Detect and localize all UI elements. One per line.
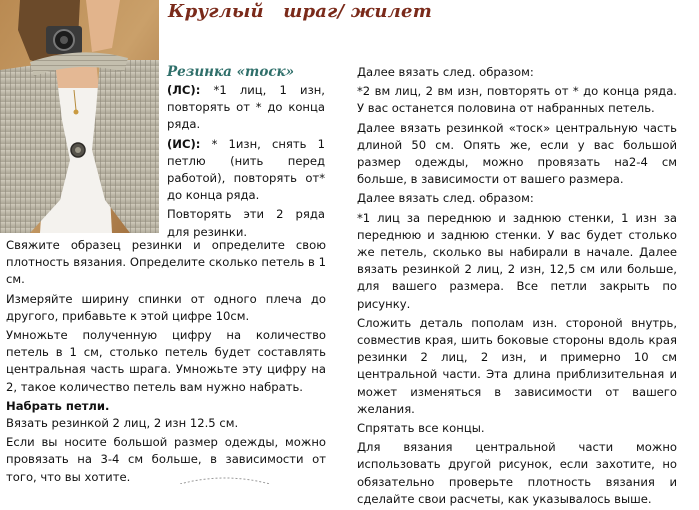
ws-text: * 1изн, снять 1 петлю (нить перед работой), повторять от* до конца ряда. [167, 136, 325, 203]
right-paragraph: Сложить деталь пополам изн. стороной внутрь, совместив края, шить боковые стороны вдоль края резинки 2 лиц, 2 изн, и примерно 10 см центральной части. Эта длина приблизительная и может изменяться в зависимости от вашего желания. [357, 315, 677, 416]
rs-label: (ЛС): [167, 83, 201, 97]
right-paragraph: *2 вм лиц, 2 вм изн, повторять от * до конца ряда. У вас останется половина от набранных петель. [357, 84, 677, 116]
ws-label: (ИС): [167, 136, 201, 151]
shrug-photo [0, 0, 159, 233]
right-side-row [167, 82, 325, 134]
right-paragraph: Далее вязать след. образом: [357, 191, 534, 206]
left-paragraph: Если вы носите большой размер одежды, можно провязать на 3-4 см больше, в зависимости от того, что вы хотите. [6, 435, 326, 484]
rs-text: *1 лиц, 1 изн, повторять от * до конца ряда. [167, 83, 325, 132]
right-column [357, 64, 677, 510]
right-paragraph: Далее вязать след. образом: [357, 65, 534, 79]
wrong-side-row [167, 136, 325, 205]
rib-pattern-heading: Резинка «тоск» [167, 64, 295, 80]
right-paragraph: Спрятать все концы. [357, 421, 485, 436]
cast-on-heading: Набрать петли. [6, 398, 110, 413]
left-paragraph: Вязать резинкой 2 лиц, 2 изн 12.5 см. [6, 416, 239, 431]
repeat-note: Повторять эти 2 ряда для резинки. [167, 207, 325, 239]
left-paragraph: Измеряйте ширину спинки от одного плеча до другого, прибавьте к этой цифре 10см. [6, 291, 326, 323]
right-paragraph: *1 лиц за переднюю и заднюю стенки, 1 изн за переднюю и заднюю стенки. У вас будет столько же петель, сколько вы набирали в начале. Далее вязать резинкой 2 лиц, 2 изн, 12,5 см или больше, для вашего размера. Все петли закрыть по рисунку. [357, 210, 677, 311]
left-paragraph: Умножьте полученную цифру на количество петель в 1 см, столько петель будет составлять центральная часть шрага. Умножьте эту цифру на 2, такое количество петель вам нужно набрать. [6, 328, 326, 394]
right-paragraph: Для вязания центральной части можно использовать другой рисунок, если захотите, но обязательно проверьте плотность вязания и сделайте свои расчеты, как указывалось выше. [357, 440, 677, 506]
diagram-fragment [180, 476, 270, 484]
right-paragraph: Далее вязать резинкой «тоск» центральную часть длиной 50 см. Опять же, если у вас большой размер одежды, можно провязать на2-4 см больше, в зависимости от вашего размера. [357, 120, 677, 187]
left-column [6, 237, 326, 488]
page-title: Круглый шраг/ жилет [168, 1, 432, 22]
left-paragraph: Свяжите образец резинки и определите свою плотность вязания. Определите сколько петель в 1 см. [6, 238, 326, 287]
rib-instructions [167, 82, 325, 243]
shrug-photo-illustration [0, 0, 159, 233]
